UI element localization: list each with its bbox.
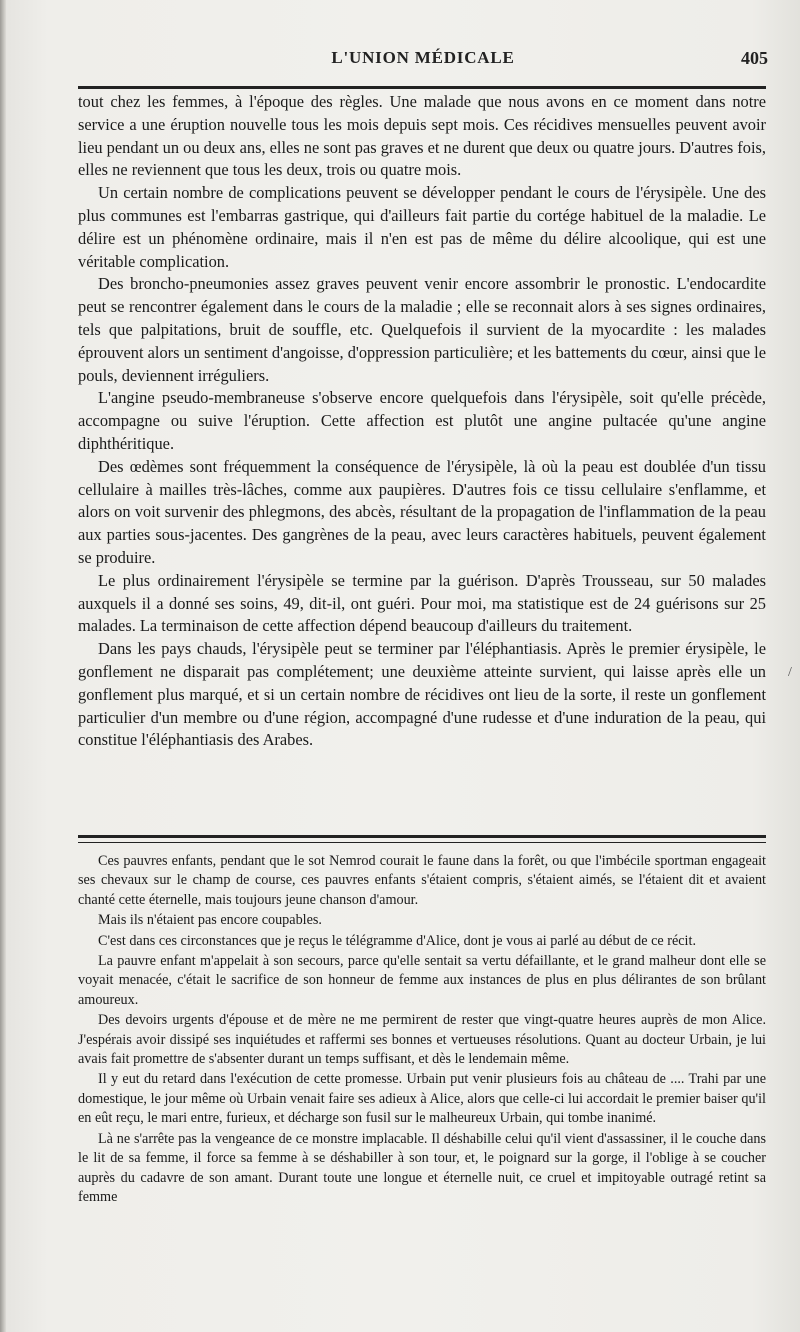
article-body [78, 91, 766, 752]
article-paragraph: Dans les pays chauds, l'érysipèle peut se terminer par l'éléphantiasis. Après le premier érysipèle, le gonflement ne disparait pas complétement; une deuxième atteinte survient, qui laisse après elle un gonflement plus marqué, et si un certain nombre de récidives ont lieu de la sorte, il reste un gonflement particulier d'un membre ou d'une région, accompagné d'une rudesse et d'une induration de la peau, qui constitue l'éléphantiasis des Arabes. [78, 639, 766, 750]
article-paragraph: tout chez les femmes, à l'époque des règles. Une malade que nous avons en ce moment dans notre service a une éruption nouvelle tous les mois depuis sept mois. Ces récidives mensuelles peuvent avoir lieu pendant un ou deux ans, elles ne sont pas graves et ne durent que deux ou quatre jours. D'autres fois, elles ne reviennent que tous les deux, trois ou quatre mois. [78, 92, 766, 180]
feuilleton-body [78, 852, 766, 1208]
feuilleton-paragraph: C'est dans ces circonstances que je reçus le télégramme d'Alice, dont je vous ai parlé au début de ce récit. [98, 932, 696, 949]
article-paragraph: Des broncho-pneumonies assez graves peuvent venir encore assombrir le pronostic. L'endocardite peut se rencontrer également dans le cours de la maladie ; elle se reconnait alors à ses signes ordinaires, tels que palpitations, bruit de souffle, etc. Quelquefois il survient de la myocardite : les malades éprouvent alors un sentiment d'angoisse, d'oppression particulière; et les battements du cœur, ainsi que le pouls, deviennent irréguliers. [78, 274, 767, 385]
header-rule [78, 86, 766, 89]
page-binding-edge [0, 0, 6, 1332]
page-number: 405 [741, 48, 768, 68]
article-paragraph: L'angine pseudo-membraneuse s'observe encore quelquefois dans l'érysipèle, soit qu'elle précède, accompagne ou suive l'éruption. Cette affection est plutôt une angine pultacée qu'une angine diphthéritique. [78, 388, 766, 453]
feuilleton-paragraph: Là ne s'arrête pas la vengeance de ce monstre implacable. Il déshabille celui qu'il vient d'assassiner, il le couche dans le lit de sa femme, il force sa femme à se déshabiller à son tour, et, le poignard sur la gorge, il l'oblige à se coucher auprès du cadavre de son amant. Durant toute une longue et éternelle nuit, ce cruel et impitoyable outragé retint sa femme [78, 1130, 766, 1205]
feuilleton-paragraph: Des devoirs urgents d'épouse et de mère ne me permirent de rester que vingt-quatre heures auprès de mon Alice. J'espérais avoir dissipé ses inquiétudes et raffermi ses bonnes et vertueuses résolutions. Quant au docteur Urbain, je lui avais fait promettre de s'absenter durant un temps suffisant, et dès le lendemain même. [78, 1012, 766, 1068]
article-paragraph: Des œdèmes sont fréquemment la conséquence de l'érysipèle, là où la peau est doublée d'un tissu cellulaire à mailles très-lâches, comme aux paupières. D'autres fois ce tissu cellulaire s'enflamme, et alors on voit survenir des phlegmons, des abcès, résultant de la propagation de l'inflammation de la peau aux parties sous-jacentes. Des gangrènes de la peau, avec leurs caractères habituels, peuvent également se produire. [78, 456, 766, 567]
margin-mark: / [788, 665, 792, 680]
feuilleton-separator [78, 835, 766, 843]
running-title: L'UNION MÉDICALE [331, 48, 515, 67]
feuilleton-paragraph: La pauvre enfant m'appelait à son secours, parce qu'elle sentait sa vertu défaillante, et le grand malheur dont elle se voyait menacée, c'était le sacrifice de son honneur de femme aux instances de plus en plus délirantes de son brûlant amoureux. [78, 953, 766, 1008]
feuilleton-paragraph: Ces pauvres enfants, pendant que le sot Nemrod courait le faune dans la forêt, ou que l'imbécile sportman engageait ses chevaux sur le champ de course, ces pauvres enfants s'étaient compris, s'étaient aimés, se l'étaient dit et avaient chanté cette éternelle, mais toujours jeune chanson d'amour. [78, 853, 766, 908]
running-head [78, 48, 768, 74]
article-paragraph: Un certain nombre de complications peuvent se développer pendant le cours de l'érysipèle. Une des plus communes est l'embarras gastrique, qui d'ailleurs fait partie du cortége habituel de la maladie. Le délire est un phénomène ordinaire, mais il n'en est pas de même du délire alcoolique, qui est une véritable complication. [78, 183, 766, 271]
feuilleton-paragraph: Mais ils n'étaient pas encore coupables. [98, 912, 322, 929]
feuilleton-paragraph: Il y eut du retard dans l'exécution de cette promesse. Urbain put venir plusieurs fois au château de .... Trahi par une domestique, le jour même où Urbain venait faire ses adieux à Alice, alors que celle-ci lui accordait le premier baiser qu'il en eût reçu, le mari entre, furieux, et décharge son fusil sur le malheureux Urbain, qui tombe inanimé. [78, 1071, 766, 1127]
article-paragraph: Le plus ordinairement l'érysipèle se termine par la guérison. D'après Trousseau, sur 50 malades auxquels il a donné ses soins, 49, dit-il, ont guéri. Pour moi, ma statistique est de 24 guérisons sur 25 malades. La terminaison de cette affection dépend beaucoup d'ailleurs du traitement. [78, 570, 766, 636]
